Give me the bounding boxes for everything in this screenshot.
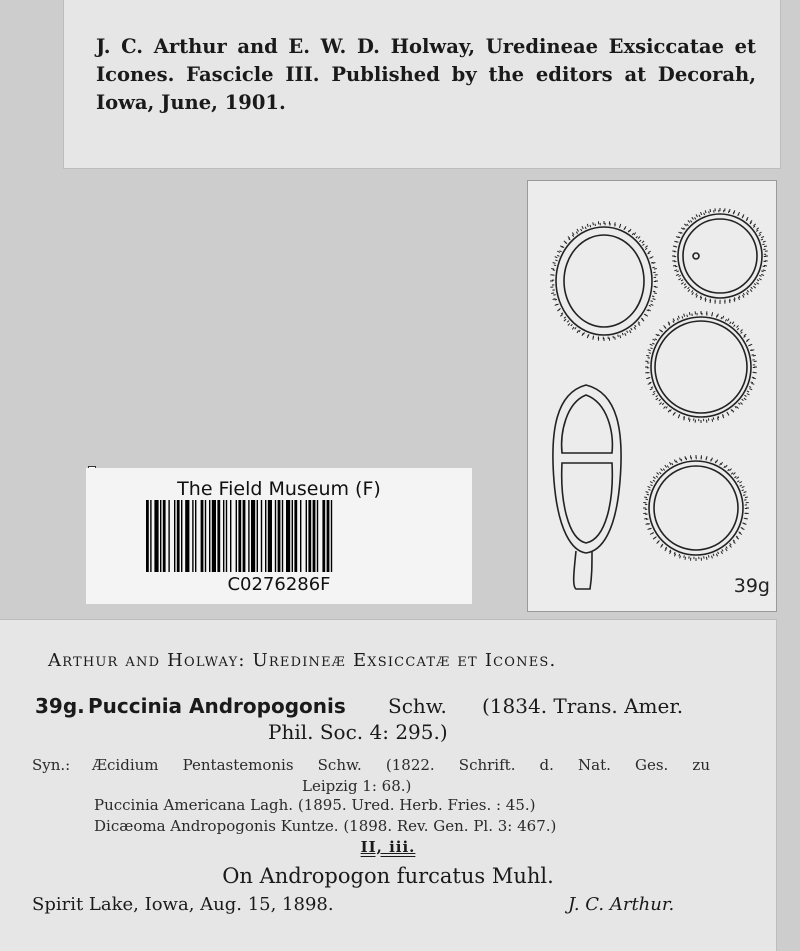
spore-spine xyxy=(673,265,676,266)
spore-stages: II, iii. xyxy=(360,838,416,856)
spore-spine xyxy=(710,300,711,303)
spore-spine xyxy=(685,456,686,459)
spore-spine xyxy=(732,410,734,412)
synonym-2: Puccinia Americana Lagh. (1895. Ured. Herb. Fries. : 45.) xyxy=(94,796,536,814)
teliospore-drawing xyxy=(553,385,621,589)
spore-spine xyxy=(740,330,742,332)
barcode-bar xyxy=(154,500,158,572)
spore-spine xyxy=(732,322,734,324)
barcode-bar xyxy=(294,500,297,572)
barcode-bar xyxy=(174,500,175,572)
barcode-bar xyxy=(236,500,237,572)
spore-spine xyxy=(564,319,566,321)
barcode-bar xyxy=(308,500,311,572)
spore-spine xyxy=(553,263,556,264)
spore-spine xyxy=(756,283,758,285)
spore-spine xyxy=(706,456,707,459)
spore-spine xyxy=(644,518,647,519)
barcode-bar xyxy=(322,500,325,572)
barcode-bar xyxy=(168,500,169,572)
barcode-bar xyxy=(209,500,210,572)
barcode-bar xyxy=(163,500,166,572)
spore-spine xyxy=(744,334,746,336)
spore-spine xyxy=(747,339,750,341)
spore-spine xyxy=(555,257,558,258)
spore-spine xyxy=(761,274,764,275)
spore-spine xyxy=(684,314,685,317)
barcode-bar xyxy=(317,500,318,572)
spore-spine xyxy=(739,482,742,484)
spore-spine xyxy=(692,217,694,219)
spore-spine xyxy=(745,497,748,498)
spore-spine xyxy=(740,403,742,405)
barcode-bar xyxy=(185,500,189,572)
spore-spine xyxy=(646,355,649,356)
spore-spine xyxy=(664,406,666,408)
spore-spine xyxy=(688,289,690,291)
spore-spine xyxy=(678,415,679,418)
spore-spine xyxy=(668,410,670,412)
species-name: Puccinia Andropogonis xyxy=(88,694,346,718)
collector-name: J. C. Arthur. xyxy=(568,894,675,915)
spore-spine xyxy=(577,229,579,232)
spore-spine xyxy=(648,486,651,487)
spore-spine xyxy=(587,335,588,338)
spore-spine xyxy=(625,226,626,229)
barcode-bar xyxy=(292,500,293,572)
spore-spine xyxy=(729,300,730,303)
spore-spine xyxy=(630,229,632,232)
barcode-bar xyxy=(282,500,283,572)
spore-spine xyxy=(673,246,676,247)
barcode-bar xyxy=(306,500,307,572)
spore-spine xyxy=(756,228,758,230)
spore-spine xyxy=(651,257,654,258)
spore-spine xyxy=(593,222,594,225)
barcode-bar xyxy=(265,500,266,572)
spore-spine xyxy=(730,469,732,471)
barcode-bar xyxy=(192,500,193,572)
barcode-bar xyxy=(251,500,255,572)
spore-spine xyxy=(716,554,717,557)
spore-spine xyxy=(587,224,588,227)
spore-spine xyxy=(670,462,672,465)
spore-spine xyxy=(742,486,745,487)
barcode-bar xyxy=(261,500,262,572)
barcode-bar xyxy=(278,500,281,572)
spore-spine xyxy=(745,518,748,519)
spore-spine xyxy=(738,212,739,215)
spore-spine xyxy=(689,312,690,315)
spore-spine xyxy=(712,312,713,315)
barcode-bar xyxy=(275,500,276,572)
barcode-bar xyxy=(181,500,182,572)
spore-spine xyxy=(706,557,707,560)
publication-reference-line2: Phil. Soc. 4: 295.) xyxy=(268,720,448,744)
spore-spine xyxy=(739,533,742,535)
spore-spine xyxy=(593,337,594,340)
barcode-bar xyxy=(217,500,220,572)
spore-spine xyxy=(582,333,583,336)
spore-spine xyxy=(742,528,745,529)
spore-spine xyxy=(646,378,649,379)
spore-spine xyxy=(568,323,570,325)
barcode xyxy=(146,500,412,572)
spore-spine xyxy=(712,419,713,422)
barcode-bar xyxy=(150,500,151,572)
spore-spine xyxy=(744,492,747,493)
spore-spine xyxy=(551,269,554,270)
spore-spine xyxy=(630,330,632,333)
spore-spine xyxy=(648,251,651,253)
spore-spine xyxy=(646,492,649,493)
spore-spine xyxy=(763,270,766,271)
series-title: Arthur and Holway: Uredineæ Exsiccatæ et Icones. xyxy=(48,650,557,671)
spore-spine xyxy=(557,310,560,312)
spore-spine xyxy=(696,295,698,298)
spore-spine xyxy=(721,462,723,465)
barcode-bar xyxy=(195,500,196,572)
spore-spine xyxy=(676,274,679,275)
barcode-bar xyxy=(238,500,241,572)
spore-spine xyxy=(764,265,767,266)
barcode-bar xyxy=(286,500,290,572)
spore-spine xyxy=(723,316,724,319)
spore-spine xyxy=(749,344,752,345)
spore-spine xyxy=(653,339,656,341)
barcode-bar xyxy=(313,500,316,572)
spore-spine xyxy=(638,236,640,238)
spore-spine xyxy=(634,233,636,235)
spore-spine xyxy=(737,477,739,479)
spore-spine xyxy=(712,556,713,559)
spore-spine xyxy=(744,398,746,400)
publication-text: J. C. Arthur and E. W. D. Holway, Uredineae Exsiccatae et Icones. Fascicle III. Published by the editors at Decorah, Iowa, June, 1901. xyxy=(96,35,756,114)
spore-spine xyxy=(728,319,730,322)
spore-spine xyxy=(645,246,647,248)
barcode-bar xyxy=(243,500,246,572)
spore-spine xyxy=(673,413,675,416)
spore-spine xyxy=(659,403,661,405)
spore-spine xyxy=(653,477,655,479)
publication-label xyxy=(64,0,780,168)
spore-spine xyxy=(615,337,616,340)
spore-spine xyxy=(648,383,651,384)
institution-name: The Field Museum (F) xyxy=(177,478,381,500)
barcode-bar xyxy=(331,500,332,572)
spore-spine xyxy=(759,232,762,234)
spore-spine xyxy=(725,549,727,551)
spore-spine xyxy=(744,524,747,525)
barcode-label xyxy=(86,468,472,604)
spore-spine xyxy=(759,279,762,281)
spore-spine xyxy=(688,220,690,222)
spore-spine xyxy=(650,533,653,535)
spore-spine xyxy=(582,226,583,229)
spore-spine xyxy=(734,210,735,213)
spore-spine xyxy=(653,299,656,300)
spore-spine xyxy=(729,209,730,212)
urediniospore-drawing-4 xyxy=(646,458,746,558)
barcode-bar xyxy=(327,500,330,572)
spore-spine xyxy=(712,458,713,461)
spore-spine xyxy=(705,210,706,213)
spore-spine xyxy=(743,214,745,217)
spore-spine xyxy=(725,465,727,467)
urediniospore-drawing-2 xyxy=(675,211,765,301)
spore-spine xyxy=(721,551,723,554)
spore-spine xyxy=(737,406,739,408)
spore-spine xyxy=(560,315,562,317)
spore-spine xyxy=(747,292,749,294)
publication-reference-line1: (1834. Trans. Amer. xyxy=(482,694,684,718)
spore-spine xyxy=(764,246,767,247)
spore-spine xyxy=(684,224,686,226)
spore-spine xyxy=(657,473,659,475)
spore-spine xyxy=(680,458,681,461)
spore-spine xyxy=(678,316,679,319)
barcode-bar xyxy=(212,500,216,572)
barcode-bar xyxy=(177,500,180,572)
barcode-bar xyxy=(146,500,149,572)
catalog-number: C0276286F xyxy=(227,574,331,595)
spore-illustration-plate xyxy=(528,181,776,611)
urediniospore-drawing-1 xyxy=(553,224,655,338)
barcode-bar xyxy=(268,500,272,572)
spore-spine xyxy=(689,419,690,422)
spore-spine xyxy=(680,556,681,559)
spore-spine xyxy=(730,545,732,547)
spore-spine xyxy=(763,241,766,242)
spore-spine xyxy=(684,286,686,288)
barcode-bar xyxy=(226,500,227,572)
spore-spine xyxy=(753,355,756,356)
synonym-1: Æcidium Pentastemonis Schw. (1822. Schrift. d. Nat. Ges. zu xyxy=(92,756,710,774)
spore-spine xyxy=(625,333,626,336)
spore-spine xyxy=(753,378,756,379)
urediniospore-drawing-3 xyxy=(648,314,754,420)
spore-spine xyxy=(674,270,677,271)
spore-spine xyxy=(638,323,640,325)
spore-spine xyxy=(751,383,754,384)
spore-spine xyxy=(661,469,663,471)
spore-spine xyxy=(634,327,636,329)
spore-spine xyxy=(750,289,752,291)
spore-spine xyxy=(692,292,694,294)
spore-spine xyxy=(749,389,752,390)
barcode-bar xyxy=(201,500,204,572)
barcode-bar xyxy=(248,500,249,572)
barcode-bar xyxy=(257,500,258,572)
spore-spine xyxy=(555,304,558,305)
spore-spine xyxy=(572,327,574,329)
spore-spine xyxy=(654,293,657,294)
spore-spine xyxy=(716,460,717,463)
spore-spine xyxy=(678,279,681,281)
spore-spine xyxy=(696,214,698,217)
spore-spine xyxy=(761,237,764,238)
spore-spine xyxy=(620,335,621,338)
spore-spine xyxy=(681,283,683,285)
barcode-bar xyxy=(205,500,206,572)
spore-spine xyxy=(747,394,750,396)
spore-spine xyxy=(650,482,653,484)
spore-spine xyxy=(701,212,702,215)
spore-spine xyxy=(733,542,735,544)
spore-spine xyxy=(648,350,651,351)
spore-spine xyxy=(654,269,657,270)
spore-spine xyxy=(650,389,653,390)
spore-spine xyxy=(753,224,755,226)
synonyms-prefix: Syn.: xyxy=(32,756,71,774)
spore-spine xyxy=(737,325,739,327)
spore-spine xyxy=(644,497,647,498)
spore-spine xyxy=(577,330,579,333)
spore-spine xyxy=(753,286,755,288)
barcode-bar xyxy=(300,500,301,572)
spore-spine xyxy=(685,557,686,560)
host-plant: On Andropogon furcatus Muhl. xyxy=(222,864,554,888)
synonym-1-continued: Leipzig 1: 68.) xyxy=(302,777,412,795)
spore-spine xyxy=(653,394,656,396)
specimen-number: 39g. xyxy=(35,694,85,718)
spore-spine xyxy=(615,222,616,225)
spore-drawings xyxy=(528,181,776,611)
spore-spine xyxy=(733,473,735,475)
spore-spine xyxy=(642,241,644,243)
spore-spine xyxy=(743,295,745,298)
spore-spine xyxy=(551,293,554,294)
barcode-bar xyxy=(160,500,161,572)
spore-spine xyxy=(557,251,560,253)
species-author: Schw. xyxy=(388,694,447,718)
spore-spine xyxy=(650,344,653,345)
collection-locality: Spirit Lake, Iowa, Aug. 15, 1898. xyxy=(32,894,334,915)
spore-spine xyxy=(553,299,556,300)
spore-spine xyxy=(572,233,574,235)
synonym-3: Dicæoma Andropogonis Kuntze. (1898. Rev. Gen. Pl. 3: 467.) xyxy=(94,817,557,835)
spore-spine xyxy=(710,209,711,212)
spore-spine xyxy=(728,413,730,416)
barcode-bar xyxy=(230,500,231,572)
barcode-bar xyxy=(223,500,224,572)
spore-spine xyxy=(665,465,667,467)
specimen-label xyxy=(0,620,776,951)
spore-spine xyxy=(674,460,675,463)
spore-spine xyxy=(656,398,658,400)
spore-spine xyxy=(651,304,654,305)
plate-figure-number: 39g xyxy=(733,575,770,597)
spore-spine xyxy=(717,314,718,317)
